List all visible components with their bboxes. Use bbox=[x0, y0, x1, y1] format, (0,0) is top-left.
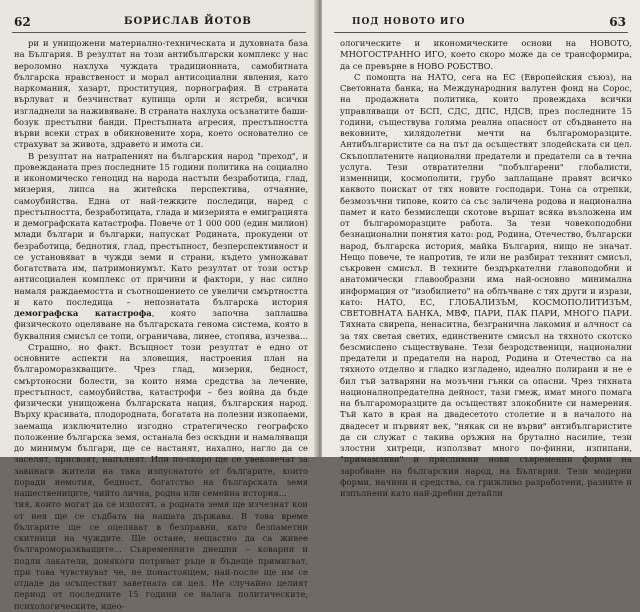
left-page-text bbox=[14, 38, 308, 612]
left-page bbox=[0, 0, 318, 611]
paragraph bbox=[14, 151, 308, 342]
paragraph: ри и унищожени материално-техническата и духовната база на България. В резултат на този антибългарски комплекс у нас вероломно нахлуха чуждата традиционната, самобитната българска нравственост и морал антисоциални явления, като наркомания, хазарт, проституция, порнография. В страната върлуват и безчинстват купища орли и ястреби, всички изгладнели за наживяване. В страната нахлуха осъзнатите баши-бозук престъпни банди. Престъпната агресия, престъпността върви всеки страх в обикновените хора, което основателно се страхуват за живота, здравето и имота си. bbox=[14, 38, 308, 150]
paragraph: Страшно, но факт. Всъщност този резултат е едно от основните аспекти на зловещия, настроения план на българоморазкващите. Чрез глад, мизерия, бедност, смъртоносни болести, за които няма средства за лечение, престъпност, самоубийства, катастрофи – без война да бъде физически унищожена българската нация, българския народ. Върху красивата, плодородната, богатата на полезни изкопаеми, заемаща изключително изгодно стратегическо географско положение българска земя, останала без оскъдни и намаляващи до минимум българи, ще се настанят, нахално, нагло да се заселят, присвоят, напълнят. Или по-скоро ще се увековечат за завинаги жители на така изпуснатото от българите, които поради немотия, бедност, богатство на българската земя нашествениците, чийто лична, родна или семейна история... bbox=[14, 341, 308, 498]
left-running-head: БОРИСЛАВ ЙОТОВ bbox=[124, 16, 252, 27]
emphasized-term: демографска катастрофа bbox=[14, 308, 152, 318]
paragraph: ологическите и икономическите основи на НОВОТО, МНОГОСТРАННО ИГО, което скоро може да се трансформира, да се превърне в НОВО РОБСТВО. bbox=[340, 38, 632, 71]
paragraph: тия, които могат да се изпотят, а родната земя ще изчезнат кои от нея ще се съдбата на нашата държава. В това време българите ще се оцеляват в безправни, като безпаметни скитници на чуждите. Ще остане, нещастно да са живее българоморазкващите... Съвременните днешни – коварни и подли лакатели, донякоги потриват ръце и бъдеще примигват, при това чувствуват че, не понастоящем, най-после ще им се отдаде да осъществят заветната си цел. Не случайно целият период от последните 15 години се налага политическите, психологическите, идео- bbox=[14, 499, 308, 611]
paragraph: С помощта на НАТО, сега на ЕС (Европейския съюз), на Световната банка, на Международния валутен фонд на Сорос, на продажната политика, които провеждаха всички управляващи от БСП, СДС, ДПС, НДСВ, през последните 15 години, съществува голяма реална опасност от сбъдването на вековните, хилядолетни мечти на българоморазците. Антибългаристите са на път да осъществят злодейската си цел. Скъпоплатените национални предатели и предатели са в течна услуга. Тези отвратителни "побългарени" глобалисти, изменници, космополити, грубо заплащане правят всичко каквото поискат от тях новите господари. Тона са отрепки, безмозъчни типове, които са със заличена родова и национална памет и като безмислещи скотове вършат всяка възложена им от българоморазците работа. За тези човекоподобни безнационални понятия като: род, Родина, Отечество, български народ, българска история, майка България, нищо не значат. Нещо повече, те напротив, те или не разбират техният смисъл, съкровен смисъл. В техните бездъркателни главоподобни и анатомически главообразни има най-основно минимална информация от "изобилието" на облъчване с тях други и изрази, като: НАТО, ЕС, ГЛОБАЛИЗЪМ, КОСМОПОЛИТИЗЪМ, СВЕТОВНАТА БАНКА, МВФ, ПАРИ, ПАК ПАРИ, МНОГО ПАРИ. Тяхната свирепа, ненаситна, безгранична лакомия и алчност са за тях светая светих, единствените смисъл на тяхното скотско безсмислено съществуване. Тези безродственици, национални предатели и предатели на народ, Родина и Отечество са на тяхното отделно и гладко изгладено, идеално полирани и не е бил тъй затваряни на мозъчни гънки са опасни. Чрез тяхната националнопредателна дейност, тази гмеж, имат много помага на българоморазците да осъществят злокобните си намерения. Тъй като в края на двадесетото столетие и в началото на двадесет и първият век, "някак си не върви" антибългаристите да си служат с такива оръжия на брутално насилие, тези злостни хитреци, използват много по-финни, изпипани, "примамливи" и прислимни нови съвременни форми на заробване на българския народ, на България. Тези модерни форми, начини и средства, са грижливо разработени, разните и изпълнени като най-дребни детайли bbox=[340, 71, 632, 498]
right-page-number: 63 bbox=[609, 15, 626, 29]
right-page bbox=[322, 0, 640, 498]
left-page-number: 62 bbox=[14, 15, 31, 29]
paragraph-text: , която започна заплашва физическото оцеляване на българската генома система, която в буквалния смисъл се топи, ограничава, линее, стопява, изчезва... bbox=[14, 308, 309, 341]
right-page-header bbox=[334, 14, 628, 33]
left-page-header bbox=[12, 14, 306, 33]
right-page-text bbox=[340, 38, 632, 499]
paragraph-text: В резултат на натрапеният на българския народ "преход", и провежданата през последните 15 години политика на социално и икономическо геноцид на народа настъпи безработица, глад, мизерия, липса на житейска перспектива, отчаяние, самоубийства. Една от най-тежките последици, наред с престъпността, безработицата, глада и мизерията е емиграцията и демографската катастрофа. Повече от 1 000 000 (един милион) млади българи и българки, напускат Родината, прокудени от безработица, беднотия, глад, престъпност, безперспективност и се установяват в чужди земи и страни, където умножават богатствата им, патримониумът. Като резултат от този остър антисоциален комплекс от причини и фактори, у нас силно намаля раждаемостта и съотношението се увеличи смъртността и като последица – непознатата българска история bbox=[14, 150, 308, 307]
right-running-head: ПОД НОВОТО ИГО bbox=[352, 17, 466, 27]
